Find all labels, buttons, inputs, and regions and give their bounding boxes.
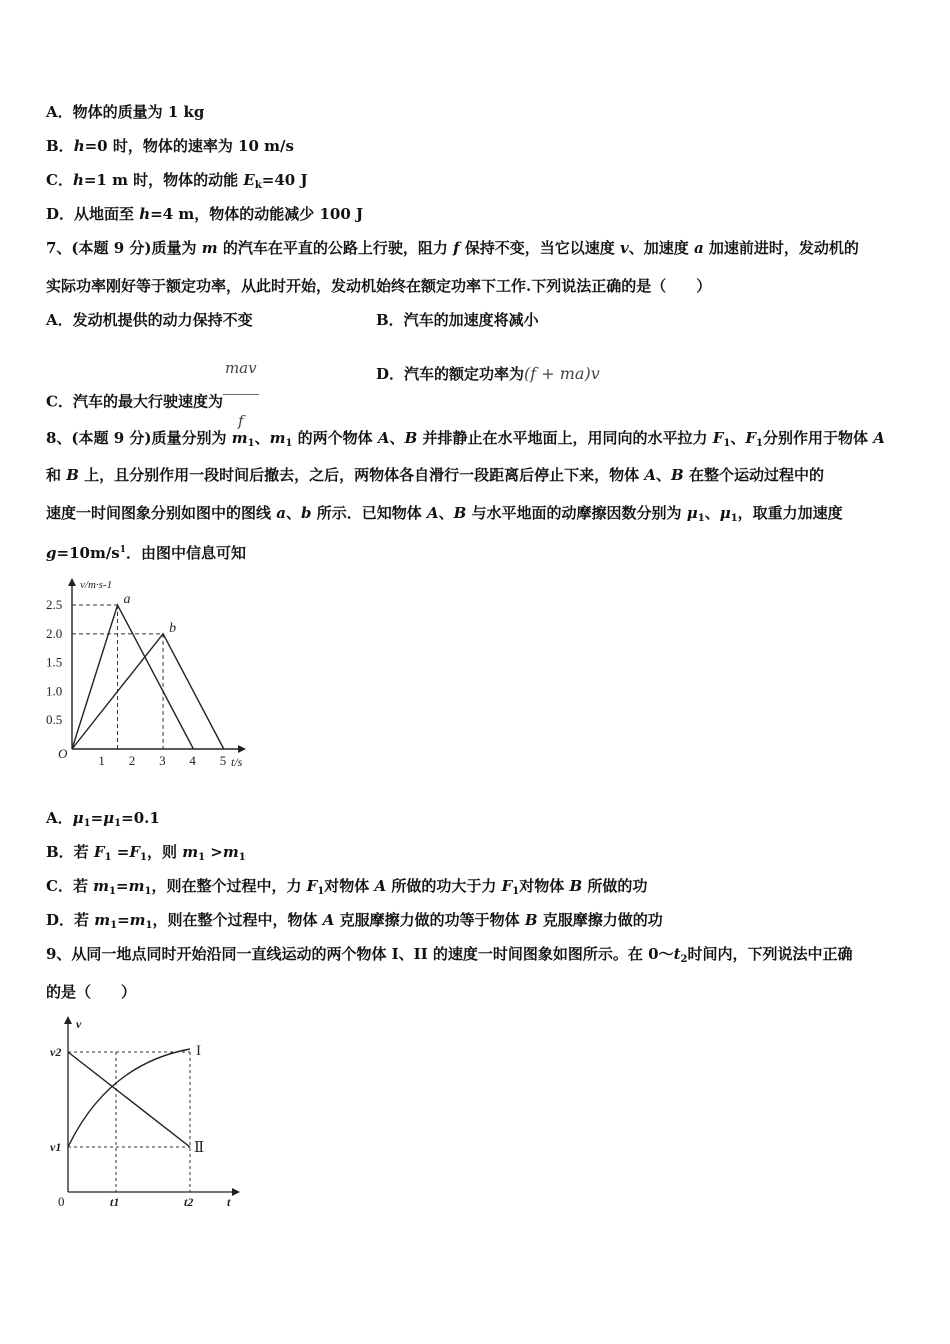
formula-mav-over-f: $\frac{\text{mav}}{f}$ [223,344,259,445]
q8-x-arrow [238,745,246,753]
q8-x-tick-label: 2 [128,753,136,768]
q7-option-c: C．汽车的最大行驶速度为 $\frac{\text{mav}}{f}$ [46,344,910,392]
q8-stem-line1: 8、(本题 9 分)质量分别为 $m_1$、$m_1$ 的两个物体 A、B 并排静止在水平地面上，用同向的水平拉力 $F_1$、$F_1$分别作用于物体 A [46,429,885,449]
q8-y-tick-label: 2.5 [46,597,63,613]
q8-y-tick-label: 0.5 [46,712,63,728]
q8-y-tick-label: 1.5 [46,654,63,670]
q8-x-axis-label: t/s [231,755,243,769]
q8-x-tick-label: 4 [189,753,196,768]
q8-origin-label: O [58,746,68,761]
q8-x-tick-label: 5 [219,753,227,768]
q8-stem-line3: 速度一时间图象分别如图中的图线 a、b 所示．已知物体 A、B 与水平地面的动摩擦因数分别为 $\mu_1$、$\mu_1$，取重力加速度 [46,504,843,524]
q9-stem-line2: 的是（ ） [46,983,137,1001]
q8-option-b: B．若 $F_1 =F_1$，则 $m_1 >m_1$ [46,843,246,863]
q7-stem-line2: 实际功率刚好等于额定功率，从此时开始，发动机始终在额定功率下工作.下列说法正确的是（ ） [46,277,712,295]
q9-tick-v1: v1 [50,1140,62,1154]
q7-stem-line1: 7、(本题 9 分)质量为 m 的汽车在平直的公路上行驶，阻力 f 保持不变，当它以速度 v、加速度 a 加速前进时，发动机的 [46,239,859,257]
q9-origin-label: 0 [58,1194,65,1209]
q9-vt-chart [44,1012,254,1212]
q8-series-label-b: b [169,620,177,636]
q6-option-c: C．h=1 m 时，物体的动能 $E_k=40$ J [46,171,308,191]
q9-series-II [68,1052,190,1147]
q6-option-b: B．h=0 时，物体的速率为 10 m/s [46,137,294,155]
q9-stem-line1: 9、从同一地点同时开始沿同一直线运动的两个物体 I、II 的速度一时间图象如图所示。在 $0\sim t_2$时间内，下列说法中正确 [46,945,853,965]
q9-y-axis-label: v [76,1017,82,1031]
q7-option-b: B．汽车的加速度将减小 [376,311,539,329]
q8-stem-line4: $g=10m/s^1$．由图中信息可知 [46,544,247,562]
q8-vt-chart [44,574,254,774]
q8-series-label-a: a [123,592,131,608]
q8-x-tick-label: 3 [159,753,166,768]
q9-y-arrow [64,1016,72,1024]
q8-y-axis-label: v/m·s-1 [80,579,113,591]
q9-series-I-label: I [196,1043,201,1059]
q9-series-II-label: Ⅱ [194,1140,205,1156]
q8-option-a: A．$\mu_1=\mu_1=0.1$ [46,809,160,829]
q8-series-b [72,634,224,749]
q9-tick-t1: t1 [110,1195,120,1209]
q9-tick-v2: v2 [50,1045,62,1059]
q7-option-a: A．发动机提供的动力保持不变 [46,311,253,329]
q8-option-d: D．若 $m_1=m_1$，则在整个过程中，物体 A 克服摩擦力做的功等于物体 B 克服摩擦力做的功 [46,911,663,931]
q8-option-c: C．若 $m_1=m_1$，则在整个过程中，力 $F_1$对物体 A 所做的功大于力 $F_1$对物体 B 所做的功 [46,877,648,897]
q9-x-arrow [232,1188,240,1196]
q9-tick-t2: t2 [184,1195,194,1209]
q7-option-d: D．汽车的额定功率为(f + ma)v [376,364,600,383]
q8-y-tick-label: 1.0 [46,683,63,699]
q6-option-a: A．物体的质量为 1 kg [46,103,205,121]
q6-option-d: D．从地面至 h=4 m，物体的动能减少 100 J [46,205,364,223]
q8-y-arrow [68,578,76,586]
q8-stem-line2: 和 B 上，且分别作用一段时间后撤去，之后，两物体各自滑行一段距离后停止下来，物体 A、B 在整个运动过程中的 [46,466,824,484]
q8-y-tick-label: 2.0 [46,625,63,641]
q8-x-tick-label: 1 [98,753,105,768]
q9-x-axis-label: t [227,1195,231,1209]
